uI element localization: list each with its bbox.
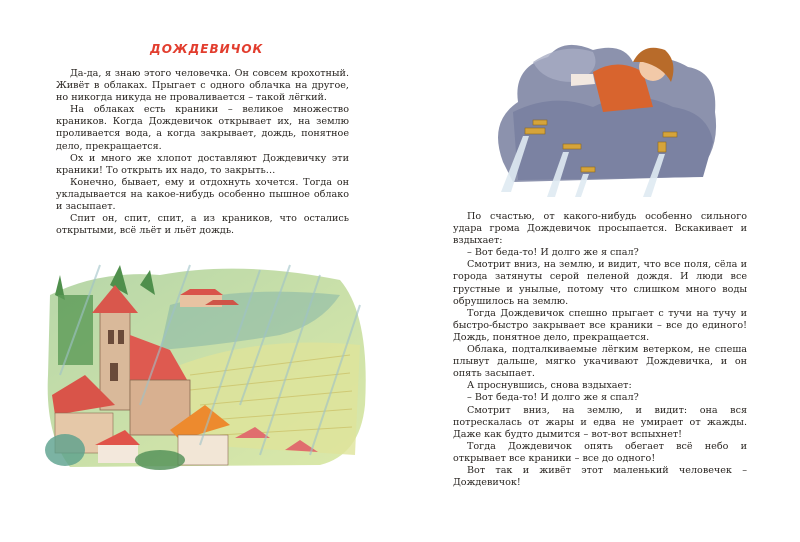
paragraph: – Вот беда-то! И долго же я спал?: [467, 392, 639, 404]
paragraph: Спит он, спит, спит, а из краников, что остались открытыми, всё льёт и льёт дождь.: [56, 213, 349, 237]
paragraph: Смотрит вниз, на землю, и видит, что все поля, сёла и города затянуты серой пеленой дождя. И люди все грустные и унылые, потому что слишком много воды обрушилось на землю.: [453, 259, 747, 307]
right-page-text: [453, 211, 747, 489]
paragraph: Смотрит вниз, на землю, и видит: она вся потрескалась от жары и едва не умирает от жажды. Даже как будто дымится – вот-вот вспыхнет!: [453, 404, 747, 440]
paragraph: Тогда Дождевичок спешно прыгает с тучи на тучу и быстро-быстро закрывает все краники – все до единого! Дождь, понятное дело, прекращается.: [453, 307, 747, 343]
paragraph: А проснувшись, снова вздыхает:: [467, 380, 632, 392]
story-title: ДОЖДЕВИЧОК: [150, 42, 264, 56]
paragraph: Да-да, я знаю этого человечка. Он совсем крохотный. Живёт в облаках. Прыгает с одного облачка на другое, но никогда никуда не проваливается – такой лёгкий.: [56, 68, 349, 104]
paragraph: – Вот беда-то! И долго же я спал?: [467, 247, 639, 259]
left-page-text: [56, 68, 349, 237]
paragraph: На облаках есть краники – великое множество краников. Когда Дождевичок открывает их, на землю проливается вода, а когда закрывает, дождь, понятное дело, прекращается.: [56, 104, 349, 152]
paragraph: Конечно, бывает, ему и отдохнуть хочется. Тогда он укладывается на какое-нибудь особенно пышное облако и засыпает.: [56, 176, 349, 213]
paragraph: По счастью, от какого-нибудь особенно сильного удара грома Дождевичок просыпается. Вскакивает и вздыхает:: [453, 211, 747, 247]
village-illustration: [40, 255, 380, 475]
paragraph: Вот так и живёт этот маленький человечек – Дождевичок!: [453, 464, 747, 489]
right-page: [400, 0, 800, 542]
paragraph: Облака, подталкиваемые лёгким ветерком, не спеша плывут дальше, мягко укачивают Дождевичка, и он опять засыпает.: [453, 344, 747, 380]
paragraph: Тогда Дождевичок опять обегает всё небо и открывает все краники – все до одного!: [453, 440, 747, 464]
paragraph: Ох и много же хлопот доставляют Дождевичку эти краники! То открыть их надо, то закрыть…: [56, 152, 349, 176]
